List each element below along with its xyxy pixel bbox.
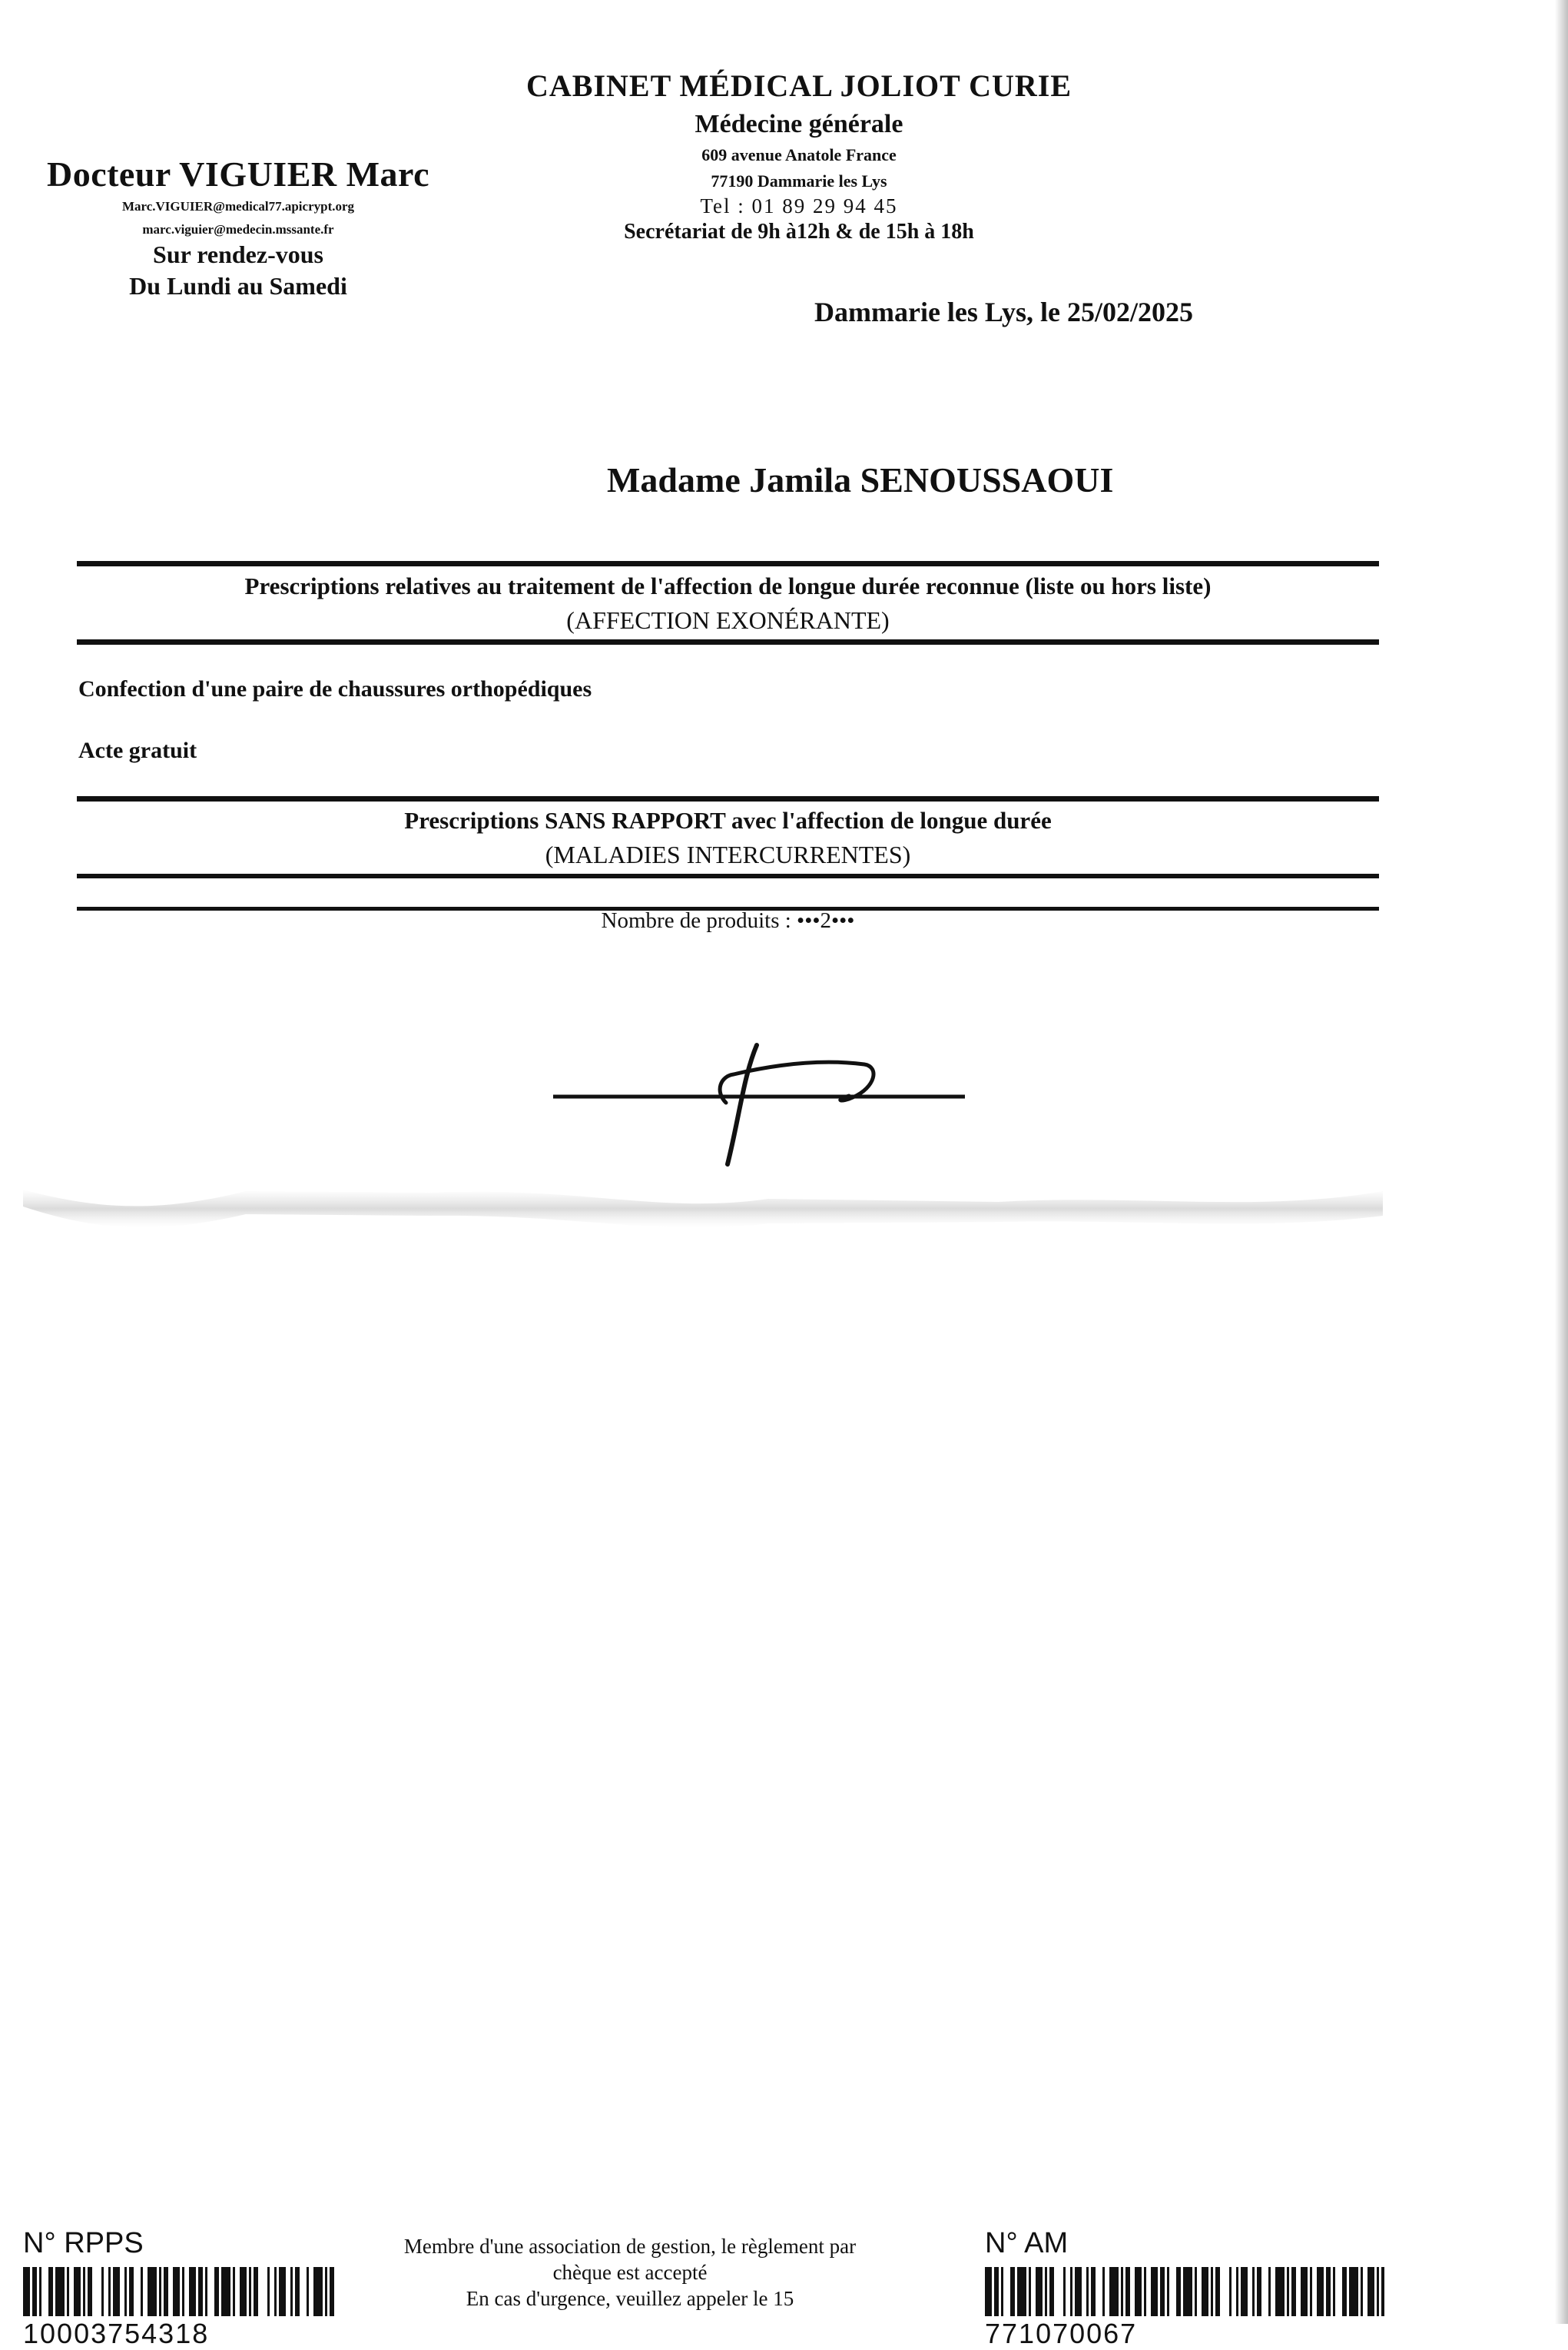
barcode-bar [1135,2267,1142,2316]
barcode-bar [994,2267,999,2316]
barcode-bar [1151,2267,1158,2316]
barcode-bar [1377,2267,1379,2316]
barcode-bar [205,2267,207,2316]
barcode-bar [1215,2267,1220,2316]
barcode-bar [1202,2267,1208,2316]
barcode-bar [1125,2267,1130,2316]
prescription-item: Acte gratuit [78,738,197,763]
barcode-bar [1333,2267,1335,2316]
barcode-bar [148,2267,157,2316]
barcode-bar [290,2267,293,2316]
barcode-bar [1229,2267,1232,2316]
barcode-bar [267,2267,270,2316]
barcode-bar [1236,2267,1238,2316]
barcode-bar [74,2267,81,2316]
appointment-note: Sur rendez-vous [153,241,323,268]
barcode-bar [39,2267,41,2316]
barcode-bar [1349,2267,1358,2316]
doctor-email-apicrypt: Marc.VIGUIER@medical77.apicrypt.org [121,199,355,214]
prescription-item: Confection d'une paire de chaussures orthopédiques [78,676,592,702]
barcode-bar [101,2267,104,2316]
barcode-bar [1342,2267,1347,2316]
barcode-bar [325,2267,327,2316]
barcode-bar [164,2267,168,2316]
doctor-name: Docteur VIGUIER Marc [46,154,430,194]
barcode-bar [1241,2267,1248,2316]
barcode-bar [233,2267,235,2316]
ald-section-title: Prescriptions relatives au traitement de l'affection de longue durée reconnue (liste ou hors liste) [244,573,1212,599]
am-number: 771070067 [985,2318,1138,2349]
barcode-bar [67,2267,69,2316]
other-section-title: Prescriptions SANS RAPPORT avec l'affection de longue durée [404,807,1052,834]
barcode-bar [1268,2267,1271,2316]
barcode-bar [1183,2267,1192,2316]
section-divider [77,639,1379,645]
barcode-bar [1102,2267,1105,2316]
barcode-bar [48,2267,53,2316]
barcode-bar [173,2267,180,2316]
barcode-bar [249,2267,251,2316]
place-date: Dammarie les Lys, le 25/02/2025 [814,297,1193,327]
barcode-bar [1252,2267,1255,2316]
barcode-bar [1167,2267,1169,2316]
barcode-bar [1381,2267,1384,2316]
product-count: Nombre de produits : •••2••• [601,908,855,933]
footer-note-line: Membre d'une association de gestion, le règlement par [403,2235,857,2258]
barcode-bar [1109,2267,1119,2316]
patient-name: Madame Jamila SENOUSSAOUI [607,460,1114,500]
barcode-bar [1045,2267,1047,2316]
barcode-bar [240,2267,247,2316]
barcode-bar [83,2267,85,2316]
section-divider [77,561,1379,566]
barcode-bar [88,2267,92,2316]
barcode-bar [1063,2267,1066,2316]
barcode-bar [1310,2267,1312,2316]
barcode-bar [32,2267,37,2316]
barcode-bar [23,2267,30,2316]
cabinet-city: 77190 Dammarie les Lys [711,171,887,191]
barcode-bar [274,2267,277,2316]
barcode-bar [1010,2267,1015,2316]
footer-note-line: chèque est accepté [552,2261,708,2284]
barcode-bar [1257,2267,1261,2316]
am-label: N° AM [985,2227,1069,2259]
cabinet-hours: Secrétariat de 9h à12h & de 15h à 18h [624,220,974,244]
barcode-bar [1121,2267,1123,2316]
barcode-bar [1091,2267,1096,2316]
barcode-bar [1049,2267,1054,2316]
cabinet-title: CABINET MÉDICAL JOLIOT CURIE [525,68,1072,103]
barcode-bar [1036,2267,1043,2316]
barcode-bar [182,2267,184,2316]
barcode-bar [159,2267,161,2316]
cabinet-street: 609 avenue Anatole France [701,145,897,164]
barcode-bar [1160,2267,1165,2316]
consultation-days: Du Lundi au Samedi [129,272,347,300]
barcode-bar [1195,2267,1197,2316]
barcode-bar [1086,2267,1089,2316]
barcode-bar [1075,2267,1082,2316]
barcode-bar [129,2267,134,2316]
ald-section-subtitle: (AFFECTION EXONÉRANTE) [566,606,890,634]
barcode-bar [1144,2267,1146,2316]
section-divider [77,796,1379,802]
barcode-bar [55,2267,65,2316]
barcode-bar [1070,2267,1072,2316]
barcode-bar [1287,2267,1289,2316]
barcode-bar [1275,2267,1285,2316]
footer-note [353,2233,907,2312]
barcode-bar [108,2267,111,2316]
barcode-bar [1317,2267,1324,2316]
page-edge-shadow [1555,0,1568,2324]
barcode-bar [1291,2267,1296,2316]
barcode-bar [141,2267,143,2316]
rpps-label: N° RPPS [23,2227,144,2259]
cabinet-header [522,68,1076,244]
barcode-bar [221,2267,230,2316]
barcode-bar [1361,2267,1363,2316]
barcode-bar [1029,2267,1031,2316]
am-barcode [985,2267,1384,2316]
rpps-number: 10003754318 [23,2318,210,2349]
barcode-bar [1001,2267,1003,2316]
paper-fold-shadow [0,1168,1568,1253]
barcode-bar [254,2267,258,2316]
barcode-bar [1017,2267,1026,2316]
doctor-email-mssante: marc.viguier@medecin.mssante.fr [142,222,334,237]
barcode-bar [1301,2267,1308,2316]
cabinet-specialty: Médecine générale [694,110,903,138]
doctor-header [23,154,453,300]
barcode-bar [214,2267,219,2316]
cabinet-phone: Tel : 01 89 29 94 45 [700,194,898,217]
barcode-bar [1176,2267,1181,2316]
barcode-bar [307,2267,309,2316]
footer-note-line: En cas d'urgence, veuillez appeler le 15 [466,2287,794,2310]
signature-image [538,1030,983,1176]
barcode-bar [189,2267,196,2316]
barcode-bar [1211,2267,1213,2316]
barcode-bar [279,2267,286,2316]
barcode-bar [198,2267,203,2316]
section-divider [77,874,1379,878]
barcode-bar [985,2267,992,2316]
barcode-bar [1367,2267,1374,2316]
barcode-bar [295,2267,300,2316]
barcode-bar [113,2267,120,2316]
rpps-barcode [23,2267,338,2316]
barcode-bar [124,2267,127,2316]
barcode-bar [313,2267,323,2316]
barcode-bar [1326,2267,1331,2316]
barcode-bar [330,2267,334,2316]
other-section-subtitle: (MALADIES INTERCURRENTES) [545,841,911,868]
